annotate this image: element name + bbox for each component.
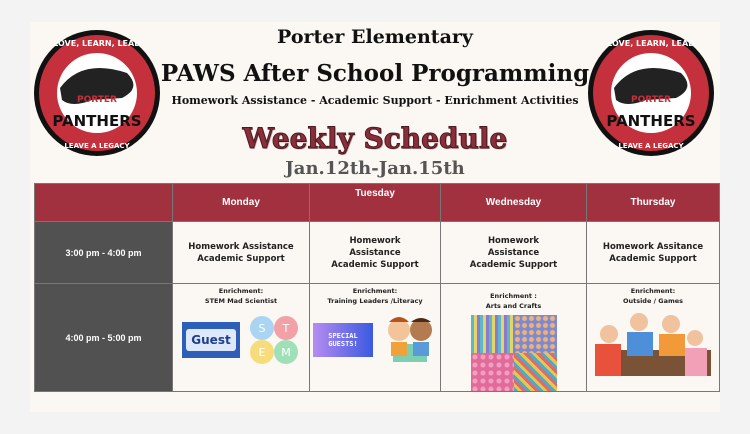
schedule-cell <box>587 284 720 392</box>
cell-line: Homework <box>349 235 401 246</box>
schedule-cell <box>310 222 441 284</box>
cell-line: Academic Support <box>197 253 285 264</box>
schedule-cell <box>587 222 720 284</box>
program-subtitle: Homework Assistance - Academic Support - Enrichment Activities <box>171 94 579 107</box>
stem-image <box>248 314 300 366</box>
table-row <box>35 284 720 392</box>
schedule-cell <box>310 284 441 392</box>
special-guests-image: SPECIAL GUESTS! <box>313 323 373 357</box>
cell-line: Academic Support <box>609 253 697 264</box>
cell-label: Enrichment: STEM Mad Scientist <box>204 287 278 305</box>
corner-cell <box>35 184 173 222</box>
cell-line: Assistance <box>349 247 401 258</box>
logo-name2: PANTHERS <box>52 112 142 130</box>
time-cell: 3:00 pm - 4:00 pm <box>35 222 173 284</box>
kids-playing-cards-image <box>591 308 715 376</box>
cell-line: Homework Assistance <box>188 241 294 252</box>
logo-name1: PORTER <box>77 95 117 105</box>
school-name: Porter Elementary <box>277 26 473 48</box>
cell-line: Homework <box>487 235 540 246</box>
logo-bottom-text: LEAVE A LEGACY <box>618 142 684 150</box>
schedule-cell <box>441 284 587 392</box>
cell-line: Academic Support <box>331 259 419 270</box>
logo-top-text: LOVE, LEARN, LEAD <box>607 39 695 48</box>
cell-label: Enrichment : Arts and Crafts <box>485 292 542 310</box>
logo-name1: PORTER <box>631 95 671 105</box>
svg-text:E: E <box>258 346 266 359</box>
svg-text:M: M <box>281 346 291 359</box>
cell-label: Enrichment: Outside / Games <box>622 287 684 305</box>
day-header: Tuesday <box>310 184 441 222</box>
logo-name2: PANTHERS <box>606 112 696 130</box>
cell-line: Homework Assitance <box>602 241 704 252</box>
arts-crafts-patterns-image <box>471 315 557 391</box>
svg-text:S: S <box>258 322 266 335</box>
svg-text:T: T <box>282 322 290 335</box>
schedule-cell <box>441 222 587 284</box>
kids-reading-image <box>381 314 437 366</box>
date-range: Jan.12th-Jan.15th <box>285 158 465 179</box>
program-title: PAWS After School Programming <box>160 60 590 87</box>
header-row <box>35 184 720 222</box>
schedule-cell <box>173 284 310 392</box>
day-header: Wednesday <box>441 184 587 222</box>
logo-bottom-text: LEAVE A LEGACY <box>64 142 130 150</box>
logo-top-text: LOVE, LEARN, LEAD <box>53 39 141 48</box>
day-header: Monday <box>173 184 310 222</box>
guest-image: Guest <box>182 322 240 358</box>
schedule-cell <box>173 222 310 284</box>
schedule-heading: Weekly Schedule <box>242 122 508 155</box>
schedule-table <box>34 183 720 392</box>
cell-line: Assistance <box>487 247 540 258</box>
flyer <box>30 22 720 412</box>
day-header: Thursday <box>587 184 720 222</box>
table-row <box>35 222 720 284</box>
cell-label: Enrichment: Training Leaders /Literacy <box>327 287 423 305</box>
time-cell: 4:00 pm - 5:00 pm <box>35 284 173 392</box>
cell-line: Academic Support <box>469 259 558 270</box>
